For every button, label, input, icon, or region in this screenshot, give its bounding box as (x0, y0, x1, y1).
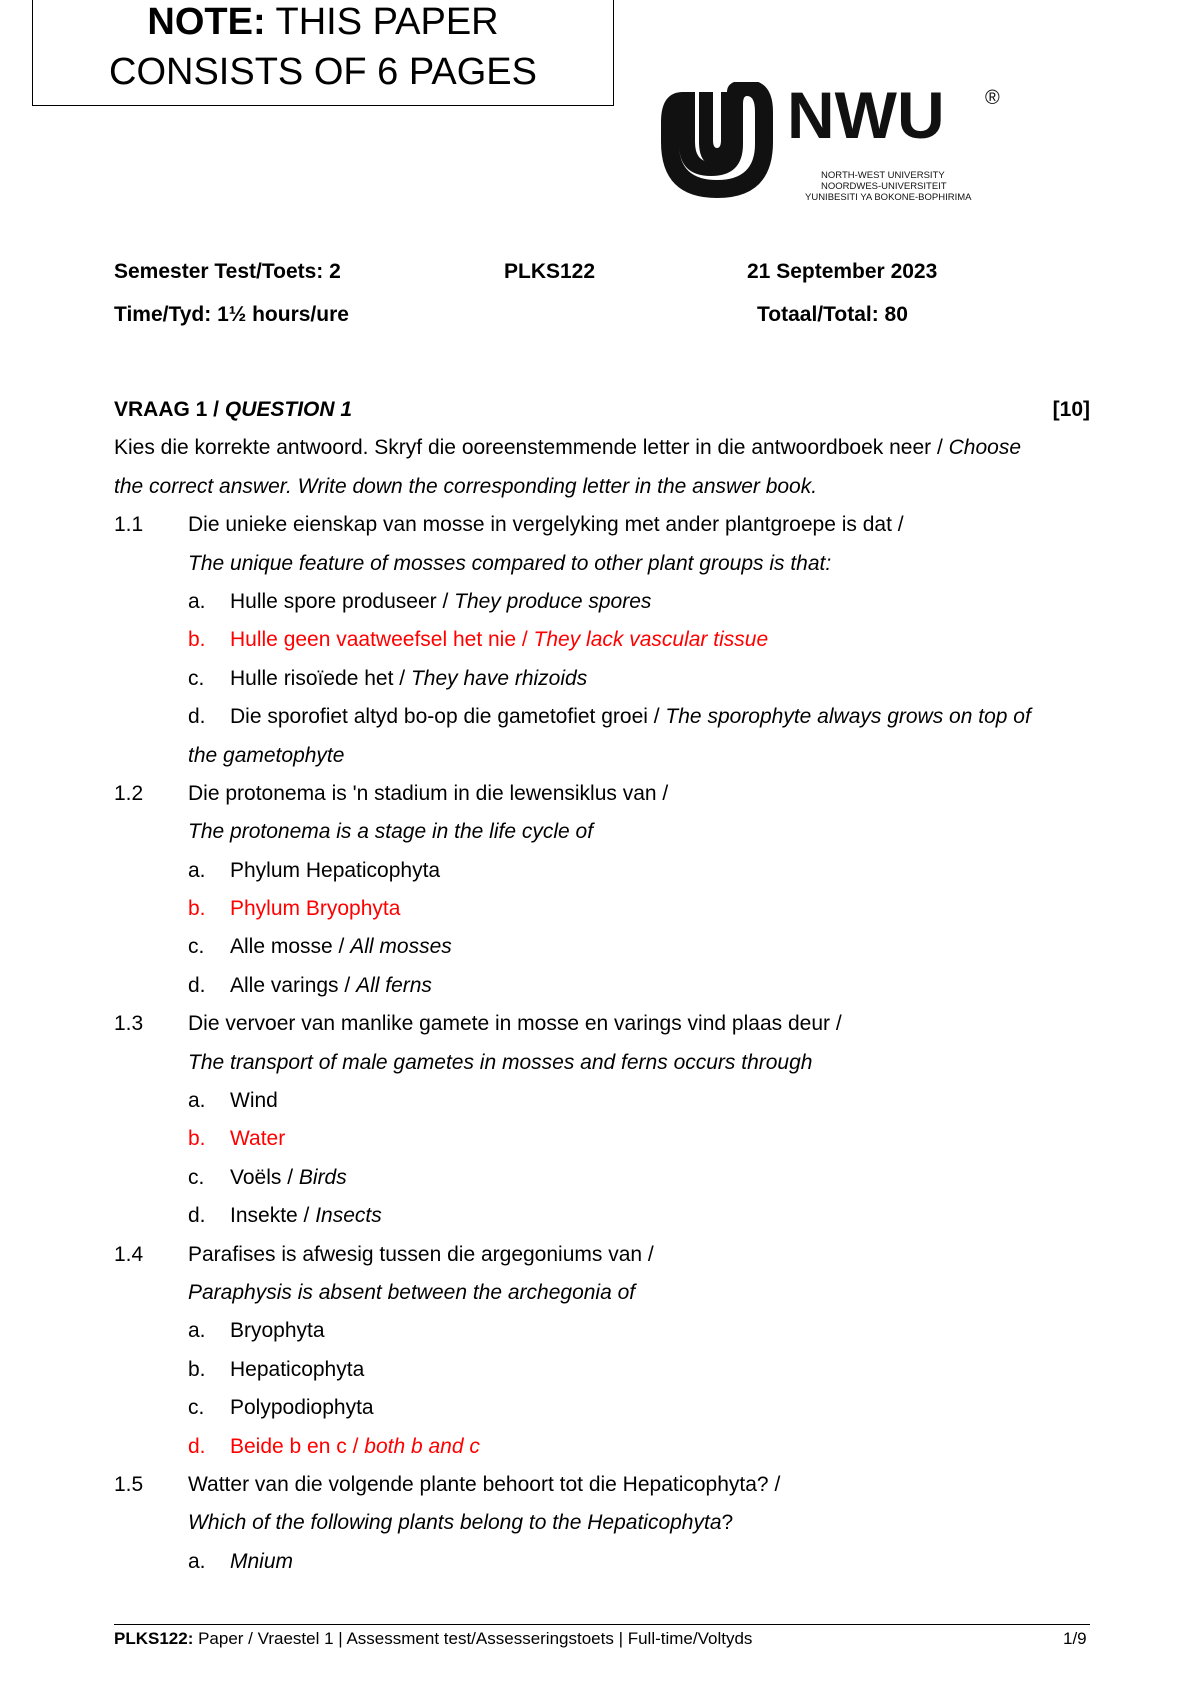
instruction-line2 (114, 468, 1090, 506)
option-text (230, 1428, 480, 1466)
item-text-en-wrap (188, 1274, 635, 1312)
option-letter: a. (188, 1319, 206, 1343)
option-letter: c. (188, 1165, 205, 1189)
option-letter: a. (188, 858, 206, 882)
option-text (230, 1312, 325, 1350)
note-label: NOTE: (147, 1, 266, 43)
option-text-af: Phylum Hepaticophyta (230, 858, 441, 882)
option-text-en: All ferns (356, 973, 432, 997)
option-letter: b. (188, 628, 206, 652)
option-text-af: Wind (230, 1089, 278, 1113)
question-marks: [10] (1052, 398, 1090, 421)
item-text-af: Watter van die volgende plante behoort tot die Hepaticophyta? / (188, 1472, 781, 1496)
option-letter: d. (188, 973, 206, 997)
option-text-en-cont: the gametophyte (188, 743, 345, 767)
option-row (114, 890, 1090, 928)
option-row (114, 621, 1090, 659)
item-number: 1.2 (114, 781, 144, 805)
option-letter: d. (188, 1434, 206, 1458)
note-line1: THIS PAPER (265, 1, 499, 43)
option-text (230, 1159, 347, 1197)
option-text-af: Insekte / (230, 1204, 316, 1228)
option-text-af: Bryophyta (230, 1319, 325, 1343)
option-text-en: Birds (298, 1165, 347, 1189)
option-text-af: Hepaticophyta (230, 1357, 365, 1381)
item-text-en-wrap (188, 1044, 812, 1082)
instruction-en2: the correct answer. Write down the corresponding letter in the answer book. (114, 474, 818, 498)
logo-registered: ® (985, 87, 1000, 109)
option-text-af: Phylum Bryophyta (230, 897, 401, 921)
item-stem-en (114, 1504, 1090, 1542)
nwu-emblem-icon (661, 82, 773, 198)
item-stem-af (114, 506, 1090, 544)
module-code: PLKS122 (504, 260, 596, 283)
option-text-en: They produce spores (454, 589, 652, 613)
option-text (230, 967, 432, 1005)
item-text-en: Which of the following plants belong to the Hepaticophyta (188, 1511, 722, 1535)
option-row (114, 1389, 1090, 1427)
item-number: 1.4 (114, 1242, 144, 1266)
logo-wordmark: NWU (787, 82, 945, 152)
option-text (230, 660, 587, 698)
item-text-en: Paraphysis is absent between the archegonia of (188, 1280, 636, 1304)
option-row (114, 1120, 1090, 1158)
item-stem-af (114, 1005, 1090, 1043)
option-text-af: Alle varings / (230, 973, 357, 997)
option-row (114, 1351, 1090, 1389)
item-number: 1.5 (114, 1472, 144, 1496)
logo-line2: NOORDWES-UNIVERSITEIT (821, 181, 947, 192)
item-text-en-wrap (188, 1504, 733, 1542)
question-1 (114, 391, 1090, 1581)
logo-line1: NORTH-WEST UNIVERSITY (821, 170, 945, 181)
item-text-en-wrap (188, 545, 831, 583)
option-row (114, 852, 1090, 890)
footer-code: PLKS122: (114, 1629, 194, 1648)
option-text (230, 1120, 285, 1158)
option-letter: b. (188, 1127, 206, 1151)
test-total: Totaal/Total: 80 (757, 303, 908, 326)
footer-text (114, 1629, 752, 1649)
option-text-en: They have rhizoids (410, 666, 588, 690)
option-row (114, 967, 1090, 1005)
option-letter: c. (188, 666, 205, 690)
option-text-af: Hulle spore produseer / (230, 589, 455, 613)
item-text-en: The unique feature of mosses compared to other plant groups is that: (188, 551, 832, 575)
option-text-af: Beide b en c / (230, 1434, 365, 1458)
logo-line3: YUNIBESITI YA BOKONE-BOPHIRIMA (805, 192, 972, 203)
option-text (230, 1197, 382, 1235)
option-text-af: Hulle geen vaatweefsel het nie / (230, 628, 534, 652)
option-row (114, 698, 1090, 736)
option-row (114, 1428, 1090, 1466)
option-text-af: Water (230, 1127, 286, 1151)
option-text (230, 1389, 374, 1427)
question-items (114, 506, 1090, 1581)
option-row (114, 1312, 1090, 1350)
item-stem-af (114, 1236, 1090, 1274)
option-letter: d. (188, 705, 206, 729)
option-text-en: Insects (315, 1204, 382, 1228)
option-letter: a. (188, 1549, 206, 1573)
item-text-af: Die vervoer van manlike gamete in mosse en varings vind plaas deur / (188, 1012, 842, 1036)
question-heading (114, 391, 1090, 429)
test-date: 21 September 2023 (747, 260, 938, 283)
footer-details: Paper / Vraestel 1 | Assessment test/Assesseringstoets | Full-time/Voltyds (193, 1629, 753, 1648)
option-text (230, 583, 651, 621)
instruction-en1: Choose (948, 436, 1022, 460)
option-letter: a. (188, 1089, 206, 1113)
option-letter: b. (188, 1357, 206, 1381)
option-text (230, 852, 440, 890)
option-text-en: both b and c (364, 1434, 480, 1458)
option-letter: b. (188, 897, 206, 921)
question-title-af: VRAAG 1 / (114, 398, 225, 421)
question-title-en: QUESTION 1 (224, 398, 353, 421)
option-text (230, 1351, 364, 1389)
option-text (230, 621, 768, 659)
option-row (114, 660, 1090, 698)
item-text-en: The transport of male gametes in mosses and ferns occurs through (188, 1050, 813, 1074)
option-text-af: Voëls / (230, 1165, 299, 1189)
option-text (230, 698, 1031, 736)
option-row (114, 1197, 1090, 1235)
option-text (230, 890, 400, 928)
item-stem-en (114, 545, 1090, 583)
item-text-en-tail: ? (721, 1511, 734, 1535)
option-text-af: Alle mosse / (230, 935, 351, 959)
option-row-cont (114, 737, 1090, 775)
item-stem-af (114, 775, 1090, 813)
test-duration: Time/Tyd: 1½ hours/ure (114, 303, 349, 326)
option-text (230, 1543, 293, 1581)
option-text-en: Mnium (230, 1549, 294, 1573)
instruction-line1 (114, 429, 1090, 467)
note-line2: CONSISTS OF 6 PAGES (109, 51, 537, 93)
item-number: 1.1 (114, 513, 144, 537)
page-number: 1/9 (1063, 1629, 1087, 1648)
item-stem-en (114, 1044, 1090, 1082)
page-count-note (32, 0, 614, 106)
item-text-af: Die unieke eienskap van mosse in vergelyking met ander plantgroepe is dat / (188, 513, 904, 537)
item-text-af: Parafises is afwesig tussen die argegoniums van / (188, 1242, 654, 1266)
option-text-en: They lack vascular tissue (533, 628, 769, 652)
option-text (230, 928, 452, 966)
item-stem-af (114, 1466, 1090, 1504)
instruction-af: Kies die korrekte antwoord. Skryf die ooreenstemmende letter in die antwoordboek neer / (114, 436, 949, 460)
option-row (114, 583, 1090, 621)
option-row (114, 1543, 1090, 1581)
option-text (230, 1082, 278, 1120)
item-stem-en (114, 813, 1090, 851)
test-number: Semester Test/Toets: 2 (114, 260, 341, 283)
option-row (114, 1159, 1090, 1197)
footer-rule (114, 1624, 1090, 1625)
option-text-af: Hulle risoïede het / (230, 666, 411, 690)
option-row (114, 928, 1090, 966)
option-text-en: All mosses (350, 935, 452, 959)
item-text-en: The protonema is a stage in the life cycle of (188, 820, 594, 844)
item-number: 1.3 (114, 1012, 144, 1036)
option-letter: d. (188, 1204, 206, 1228)
option-row (114, 1082, 1090, 1120)
item-stem-en (114, 1274, 1090, 1312)
option-text-af: Die sporofiet altyd bo-op die gametofiet groei / (230, 705, 666, 729)
option-letter: c. (188, 1396, 205, 1420)
item-text-en-wrap (188, 813, 593, 851)
nwu-logo (655, 82, 1015, 207)
item-text-af: Die protonema is 'n stadium in die lewensiklus van / (188, 781, 669, 805)
option-letter: a. (188, 589, 206, 613)
option-text-en: The sporophyte always grows on top of (665, 705, 1031, 729)
option-text-af: Polypodiophyta (230, 1396, 374, 1420)
option-letter: c. (188, 935, 205, 959)
